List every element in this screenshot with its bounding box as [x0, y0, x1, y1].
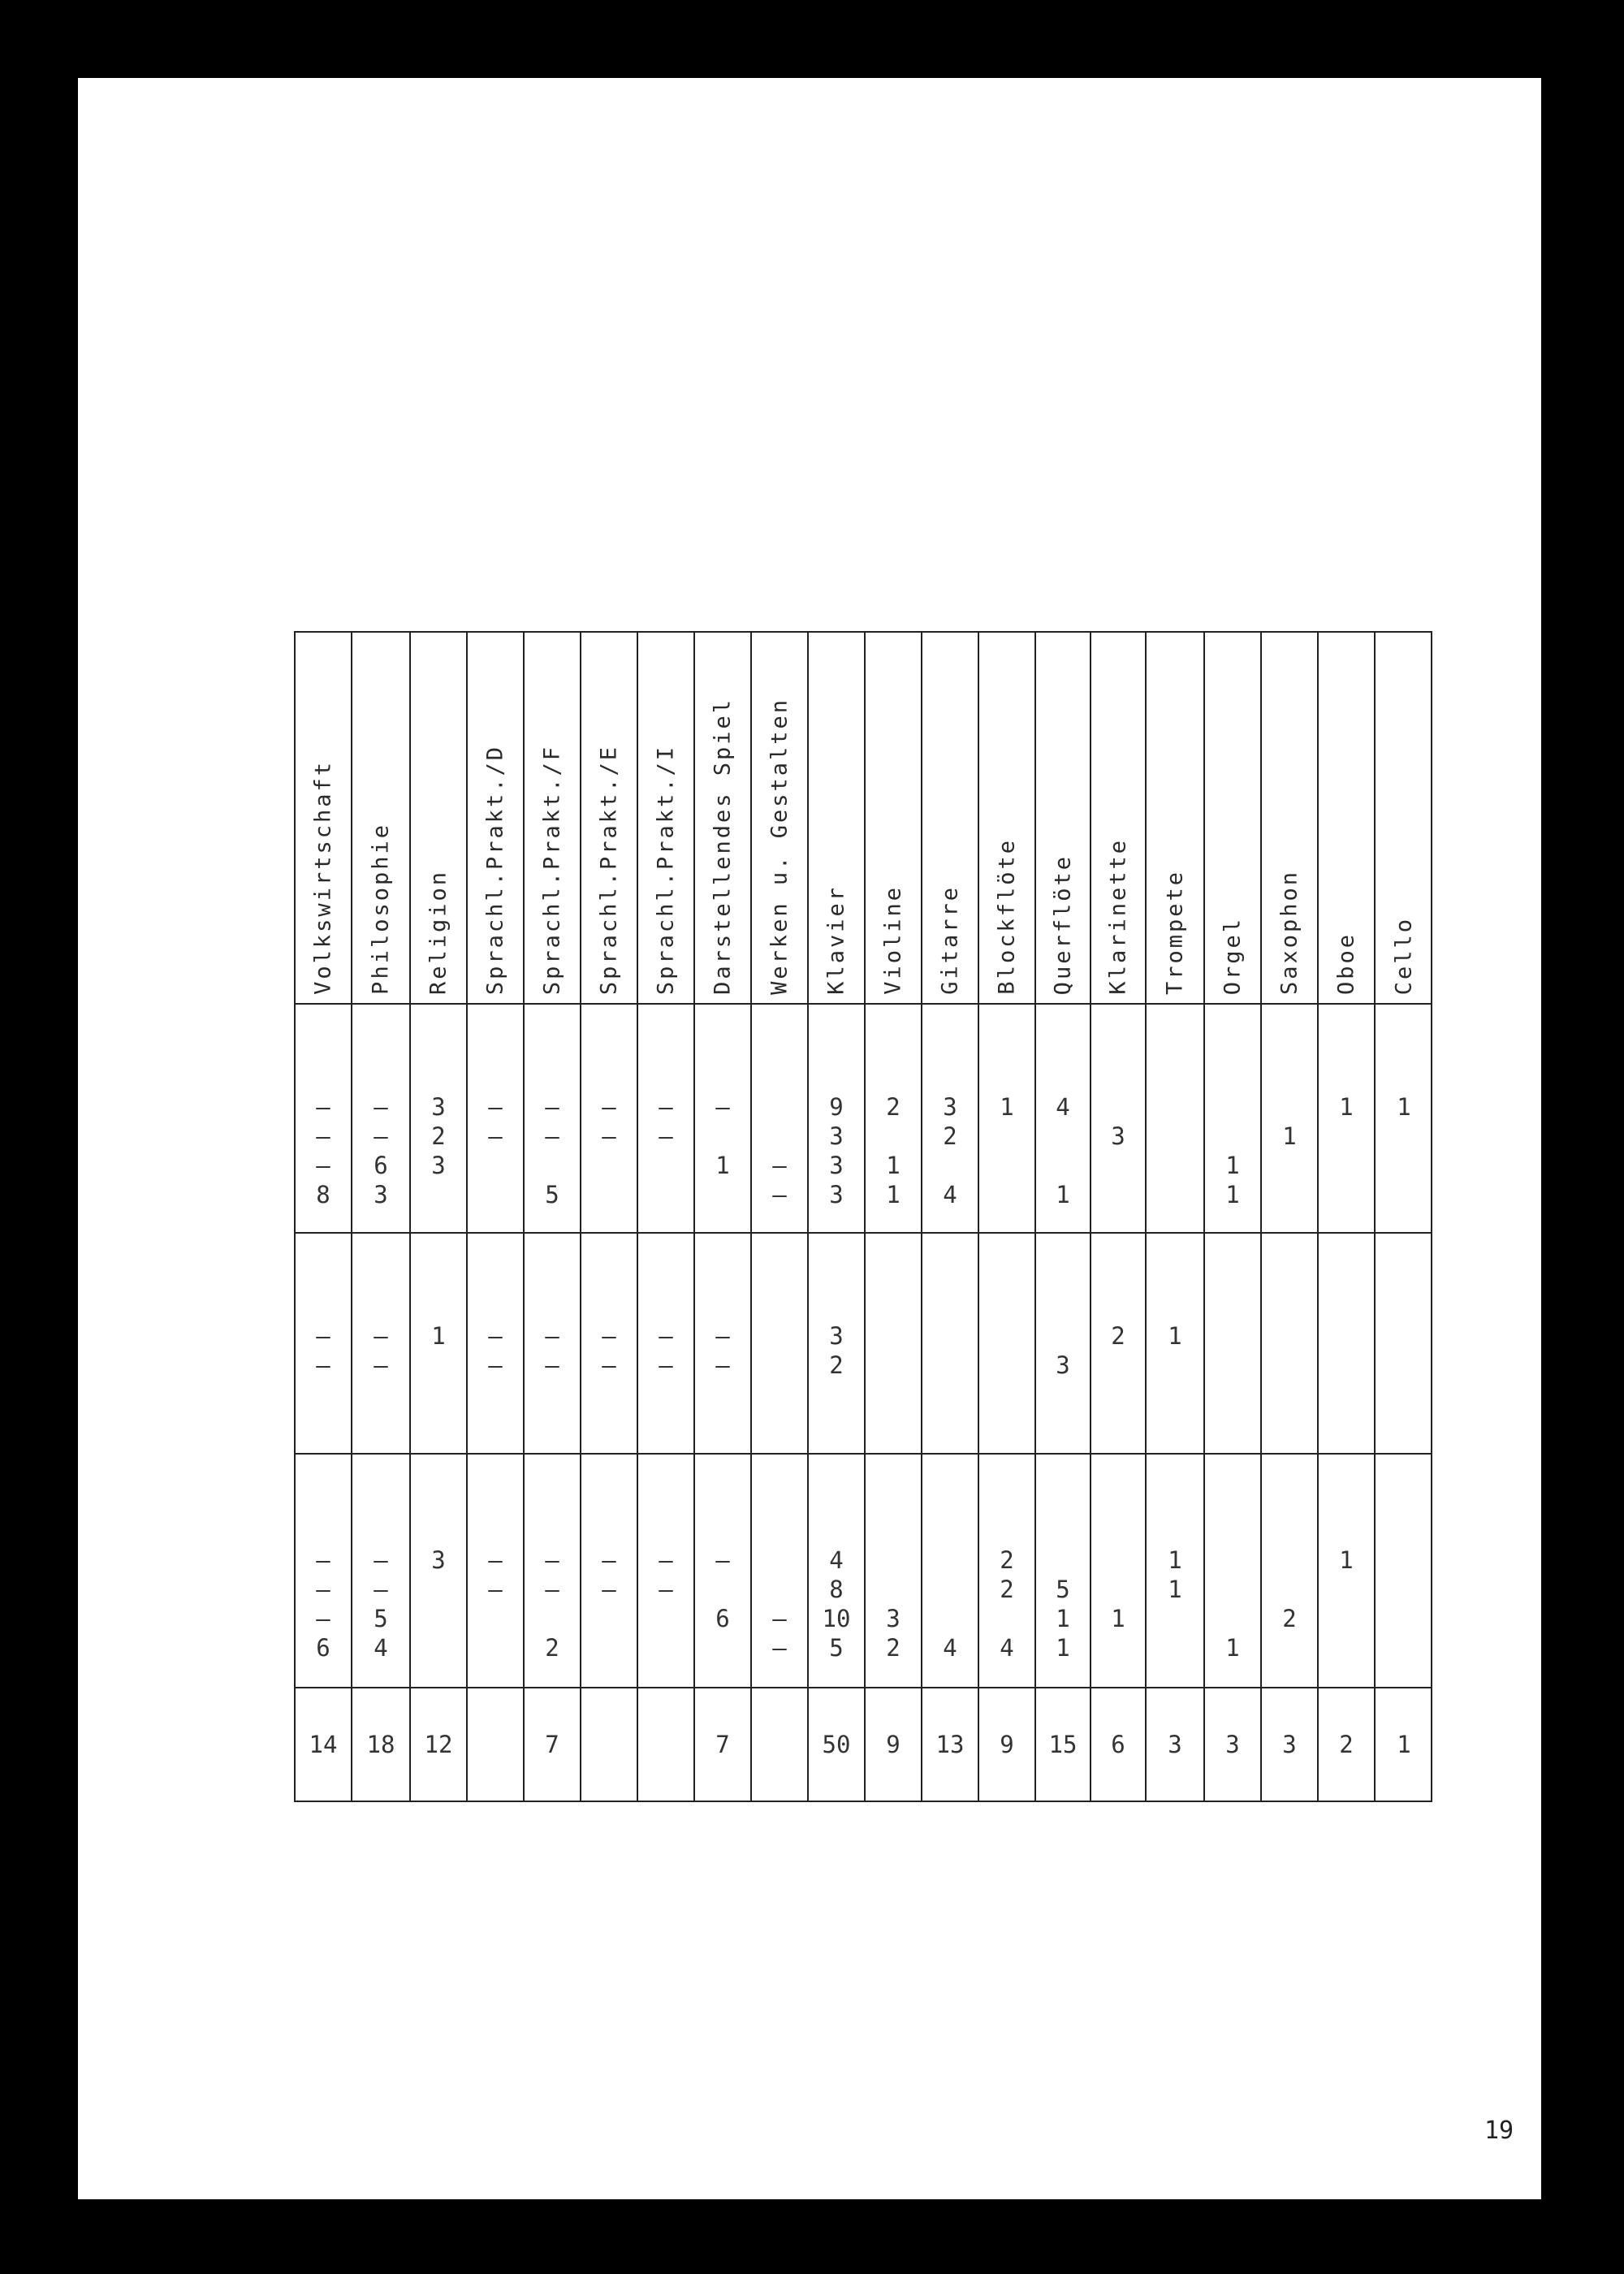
table-cell: –	[659, 1351, 673, 1379]
table-cell: 1	[1168, 1546, 1182, 1574]
table-cell: –	[659, 1546, 673, 1574]
table-column	[468, 633, 525, 1801]
column-header	[1376, 633, 1432, 1005]
table-section	[638, 1455, 693, 1688]
table-cell: –	[602, 1093, 616, 1121]
table-section	[411, 1234, 466, 1455]
table-cell: 4	[1056, 1093, 1070, 1121]
table-cell: 4	[829, 1546, 844, 1574]
table-cell: –	[488, 1093, 503, 1121]
table-cell: –	[659, 1122, 673, 1150]
table-cell: 3	[943, 1093, 957, 1121]
table-cell: 1	[1339, 1093, 1354, 1121]
table-cell: 5	[374, 1605, 388, 1632]
table-section	[1319, 1005, 1374, 1234]
table-section	[922, 1234, 978, 1455]
table-section	[1091, 1005, 1145, 1234]
table-section	[468, 1234, 523, 1455]
table-section	[468, 1005, 523, 1234]
column-total	[752, 1688, 807, 1801]
table-cell: –	[715, 1546, 730, 1574]
table-cell: –	[316, 1576, 330, 1603]
table-section	[809, 1234, 864, 1455]
table-section	[525, 1455, 580, 1688]
table-cell: –	[316, 1322, 330, 1350]
table-cell: 1	[1225, 1181, 1240, 1208]
table-cell: –	[488, 1322, 503, 1350]
table-cell: –	[316, 1605, 330, 1632]
table-cell: 3	[1111, 1122, 1125, 1150]
table-cell: –	[545, 1576, 559, 1603]
column-total: 1	[1397, 1731, 1411, 1758]
column-header-label: Religion	[425, 869, 451, 995]
table-cell: 6	[316, 1634, 330, 1662]
table-column	[695, 633, 752, 1801]
table-section	[1205, 1455, 1260, 1688]
table-column	[866, 633, 922, 1801]
table-cell: 2	[943, 1122, 957, 1150]
column-total	[581, 1688, 637, 1801]
table-cell: –	[772, 1181, 787, 1208]
table-cell: 3	[829, 1181, 844, 1208]
column-total: 9	[1000, 1731, 1014, 1758]
table-cell: –	[545, 1093, 559, 1121]
table-cell: –	[545, 1322, 559, 1350]
table-cell: 1	[1339, 1546, 1354, 1574]
column-total: 2	[1339, 1731, 1354, 1758]
table-cell: –	[715, 1322, 730, 1350]
table-section	[1205, 1234, 1260, 1455]
table-section	[525, 1234, 580, 1455]
table-section	[752, 1005, 807, 1234]
table-cell: –	[374, 1093, 388, 1121]
table-section	[695, 1455, 750, 1688]
table-section	[411, 1005, 466, 1234]
table-section	[638, 1234, 693, 1455]
table-column	[581, 633, 638, 1801]
table-cell: 6	[374, 1152, 388, 1179]
table-cell: 3	[829, 1322, 844, 1350]
column-header-label: Sprachl.Prakt./D	[482, 744, 508, 995]
table-section	[468, 1455, 523, 1688]
table-cell: –	[316, 1152, 330, 1179]
table-column	[1376, 633, 1432, 1801]
table-cell: 3	[374, 1181, 388, 1208]
table-cell: 3	[829, 1152, 844, 1179]
table-cell: –	[602, 1576, 616, 1603]
table-cell: –	[374, 1546, 388, 1574]
table-cell: 1	[1056, 1634, 1070, 1662]
table-cell: 2	[1000, 1576, 1014, 1603]
table-section	[866, 1234, 921, 1455]
column-total: 18	[366, 1731, 395, 1758]
column-total	[468, 1688, 523, 1801]
table-cell: 3	[431, 1546, 446, 1574]
table-cell: 2	[886, 1634, 901, 1662]
column-header-label: Sprachl.Prakt./E	[596, 744, 622, 995]
table-section	[1036, 1234, 1090, 1455]
column-total: 15	[1048, 1731, 1078, 1758]
column-header	[695, 633, 750, 1005]
table-cell: 1	[431, 1322, 446, 1350]
table-section	[1319, 1455, 1374, 1688]
table-column	[752, 633, 809, 1801]
table-section	[296, 1234, 351, 1455]
table-column	[979, 633, 1036, 1801]
table-cell: –	[316, 1546, 330, 1574]
table-cell: 1	[1056, 1181, 1070, 1208]
table-section	[752, 1455, 807, 1688]
column-header	[1036, 633, 1090, 1005]
table-section	[581, 1455, 637, 1688]
table-column	[411, 633, 468, 1801]
table-cell: –	[316, 1122, 330, 1150]
column-header-label: Gitarre	[937, 885, 963, 995]
column-total: 12	[424, 1731, 453, 1758]
column-header	[411, 633, 466, 1005]
column-header	[922, 633, 978, 1005]
table-cell: 1	[1225, 1152, 1240, 1179]
column-header-label: Cello	[1391, 916, 1417, 995]
table-cell: –	[715, 1351, 730, 1379]
column-header-label: Saxophon	[1276, 869, 1302, 995]
column-header-label: Sprachl.Prakt./F	[539, 744, 565, 995]
table-cell: 2	[886, 1093, 901, 1121]
table-cell: 2	[1000, 1546, 1014, 1574]
table-cell: 3	[886, 1605, 901, 1632]
table-section	[1376, 1455, 1432, 1688]
table-cell: 1	[1056, 1605, 1070, 1632]
table-cell: 5	[829, 1634, 844, 1662]
rotated-data-table	[294, 631, 1432, 1802]
table-cell: 4	[1000, 1634, 1014, 1662]
table-cell: –	[545, 1546, 559, 1574]
column-total: 3	[1282, 1731, 1297, 1758]
table-cell: –	[602, 1122, 616, 1150]
column-total: 3	[1168, 1731, 1182, 1758]
table-section	[1262, 1455, 1317, 1688]
table-section	[922, 1455, 978, 1688]
column-header	[1319, 633, 1374, 1005]
table-column	[352, 633, 411, 1801]
table-column	[809, 633, 866, 1801]
table-cell: –	[772, 1152, 787, 1179]
table-cell: 8	[829, 1576, 844, 1603]
column-header-label: Oboe	[1333, 932, 1359, 995]
column-header-label: Philosophie	[368, 823, 394, 995]
column-header	[1205, 633, 1260, 1005]
column-header-label: Trompete	[1162, 869, 1188, 995]
table-section	[1147, 1455, 1203, 1688]
table-section	[809, 1005, 864, 1234]
table-cell: –	[715, 1093, 730, 1121]
column-header	[638, 633, 693, 1005]
column-total: 7	[545, 1731, 559, 1758]
table-section	[979, 1455, 1034, 1688]
column-header	[979, 633, 1034, 1005]
table-section	[1262, 1005, 1317, 1234]
table-section	[525, 1005, 580, 1234]
table-cell: 2	[545, 1634, 559, 1662]
table-cell: –	[602, 1546, 616, 1574]
table-cell: 3	[431, 1152, 446, 1179]
table-column	[1091, 633, 1147, 1801]
table-cell: –	[316, 1351, 330, 1379]
table-section	[1036, 1455, 1090, 1688]
column-header	[468, 633, 523, 1005]
column-header	[1091, 633, 1145, 1005]
table-section	[809, 1455, 864, 1688]
table-section	[752, 1234, 807, 1455]
column-total: 13	[935, 1731, 965, 1758]
table-cell: –	[772, 1605, 787, 1632]
table-section	[695, 1234, 750, 1455]
table-cell: 8	[316, 1181, 330, 1208]
table-section	[581, 1005, 637, 1234]
column-total: 6	[1111, 1731, 1125, 1758]
table-cell: –	[772, 1634, 787, 1662]
table-cell: 1	[1000, 1093, 1014, 1121]
table-column	[638, 633, 695, 1801]
table-cell: 1	[1168, 1322, 1182, 1350]
table-section	[296, 1455, 351, 1688]
column-header-label: Klavier	[823, 885, 849, 995]
table-cell: –	[316, 1093, 330, 1121]
table-cell: 2	[1282, 1605, 1297, 1632]
column-header-label: Orgel	[1220, 916, 1246, 995]
table-cell: –	[488, 1351, 503, 1379]
column-header-label: Klarinette	[1105, 838, 1131, 995]
column-header	[352, 633, 409, 1005]
column-header-label: Darstellendes Spiel	[710, 698, 736, 995]
column-header-label: Querflöte	[1050, 854, 1076, 995]
document-page	[78, 78, 1541, 2199]
table-cell: –	[374, 1322, 388, 1350]
table-cell: 1	[1225, 1634, 1240, 1662]
table-section	[979, 1005, 1034, 1234]
table-cell: 9	[829, 1093, 844, 1121]
table-column	[1319, 633, 1376, 1801]
column-total: 3	[1225, 1731, 1240, 1758]
column-total: 14	[309, 1731, 338, 1758]
column-header	[752, 633, 807, 1005]
column-header	[296, 633, 351, 1005]
table-section	[1319, 1234, 1374, 1455]
table-cell: 1	[1168, 1576, 1182, 1603]
table-cell: 5	[545, 1181, 559, 1208]
table-column	[1205, 633, 1262, 1801]
table-cell: 2	[1111, 1322, 1125, 1350]
table-cell: 2	[431, 1122, 446, 1150]
table-column	[1147, 633, 1205, 1801]
table-section	[1036, 1005, 1090, 1234]
table-cell: 5	[1056, 1576, 1070, 1603]
table-cell: –	[659, 1322, 673, 1350]
table-section	[1262, 1234, 1317, 1455]
column-header	[809, 633, 864, 1005]
table-section	[1091, 1234, 1145, 1455]
column-header	[1262, 633, 1317, 1005]
column-header-label: Violine	[880, 885, 906, 995]
table-section	[1376, 1234, 1432, 1455]
table-cell: –	[545, 1122, 559, 1150]
table-cell: –	[602, 1322, 616, 1350]
table-cell: –	[659, 1093, 673, 1121]
column-header	[525, 633, 580, 1005]
table-cell: –	[602, 1351, 616, 1379]
column-header-label: Volkswirtschaft	[310, 760, 336, 995]
table-section	[352, 1234, 409, 1455]
table-column	[1036, 633, 1091, 1801]
column-header	[1147, 633, 1203, 1005]
table-section	[638, 1005, 693, 1234]
table-cell: –	[374, 1122, 388, 1150]
column-total: 50	[822, 1731, 851, 1758]
table-section	[866, 1455, 921, 1688]
table-section	[1147, 1005, 1203, 1234]
column-total: 7	[715, 1731, 730, 1758]
table-section	[979, 1234, 1034, 1455]
table-cell: 6	[715, 1605, 730, 1632]
table-cell: 10	[822, 1605, 851, 1632]
table-cell: 3	[829, 1122, 844, 1150]
table-section	[1205, 1005, 1260, 1234]
table-cell: 4	[943, 1181, 957, 1208]
table-section	[695, 1005, 750, 1234]
table-column	[296, 633, 352, 1801]
table-column	[922, 633, 979, 1801]
table-section	[922, 1005, 978, 1234]
table-section	[352, 1455, 409, 1688]
table-cell: 1	[1111, 1605, 1125, 1632]
column-header-label: Sprachl.Prakt./I	[653, 744, 679, 995]
table-section	[1091, 1455, 1145, 1688]
table-cell: –	[659, 1576, 673, 1603]
table-cell: –	[374, 1576, 388, 1603]
column-header-label: Werken u. Gestalten	[767, 698, 793, 995]
column-total	[638, 1688, 693, 1801]
table-cell: 1	[1282, 1122, 1297, 1150]
column-header	[866, 633, 921, 1005]
table-cell: 1	[1397, 1093, 1411, 1121]
table-cell: 4	[374, 1634, 388, 1662]
table-cell: 1	[886, 1181, 901, 1208]
table-section	[1376, 1005, 1432, 1234]
table-cell: 4	[943, 1634, 957, 1662]
table-column	[525, 633, 581, 1801]
column-total: 9	[886, 1731, 901, 1758]
table-section	[1147, 1234, 1203, 1455]
table-section	[581, 1234, 637, 1455]
column-header-label: Blockflöte	[994, 838, 1020, 995]
table-section	[411, 1455, 466, 1688]
table-cell: 2	[829, 1351, 844, 1379]
table-cell: 1	[886, 1152, 901, 1179]
page-number: 19	[1484, 2116, 1514, 2145]
table-section	[866, 1005, 921, 1234]
table-section	[352, 1005, 409, 1234]
table-cell: –	[545, 1351, 559, 1379]
column-header	[581, 633, 637, 1005]
table-section	[296, 1005, 351, 1234]
table-cell: –	[488, 1122, 503, 1150]
table-column	[1262, 633, 1319, 1801]
table-cell: 3	[1056, 1351, 1070, 1379]
table-cell: 1	[715, 1152, 730, 1179]
table-cell: –	[488, 1576, 503, 1603]
table-cell: –	[374, 1351, 388, 1379]
table-cell: –	[488, 1546, 503, 1574]
table-cell: 3	[431, 1093, 446, 1121]
